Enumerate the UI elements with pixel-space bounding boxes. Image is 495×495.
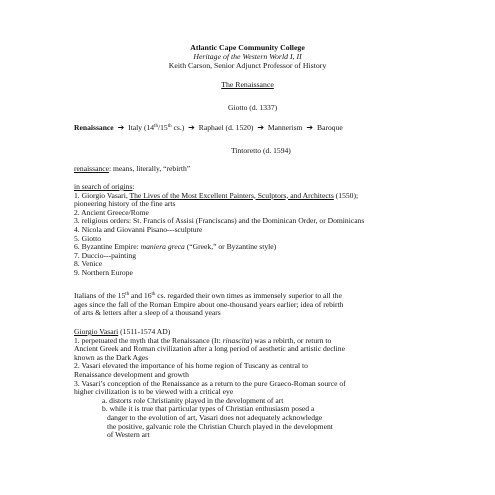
list-item-cont: pioneering history of the fine arts <box>74 199 176 209</box>
timeline-step-raphael: Raphael (d. 1520) <box>198 123 254 132</box>
timeline-step-italy: Italy (14th/15th cs.) <box>128 123 185 132</box>
origins-list <box>74 183 459 278</box>
vasari-heading: Giorgio Vasari (1511-1574 AD) <box>74 327 171 336</box>
sub-item-a: a. distorts role Christianity played in the development of art <box>102 395 284 405</box>
sub-item-b: b. while it is true that particular types of Christian enthusiasm posed a <box>102 404 315 414</box>
document-header <box>0 43 495 71</box>
italians-paragraph: Italians of the 15th and 16th cs. regarded their own times as immensely superior to all the ages since the fall of the Roman Empire about one-thousand years earlier; idea of rebirth of arts & letters after a sleep of a thousand years <box>74 291 344 318</box>
vasari-section: Giorgio Vasari (1511-1574 AD) 1. perpetuated the myth that the Renaissance (It: rinascita) was a rebirth, or return to Ancient Greek and Roman civilization after a long period of aesthetic and artistic decline known as the Dark Ages 2. Vasari elevated the importance of his home region of Tuscany as central to Renaissance development and growth 3. Vasari’s conception of the Renaissance as a return to the pure Graeco-Roman source of higher civilization is to be viewed with a critical eye a. distorts role Christianity played in the development of art b. while it is true that particular types of Christian enthusiasm posed a danger to the evolution of art, Vasari does not adequately acknowledge the positive, galvanic role the Christian Church played in the development of Western art <box>74 328 459 440</box>
right-arrow-icon: ➔ <box>257 123 265 132</box>
list-item: 3. religious orders: St. Francis of Assisi (Franciscans) and the Dominican Order, or Dominicans <box>74 216 365 226</box>
list-item: 1. perpetuated the myth that the Renaissance (It: rinascita) was a rebirth, or return to <box>74 335 332 345</box>
list-item: 3. Vasari’s conception of the Renaissance as a return to the pure Graeco-Roman source of <box>74 378 346 388</box>
list-item: 7. Duccio---painting <box>74 250 136 260</box>
definition-text: : means, literally, “rebirth” <box>109 164 191 173</box>
right-arrow-icon: ➔ <box>117 123 125 132</box>
origins-heading: in search of origins: <box>74 182 135 191</box>
list-item: 6. Byzantine Empire: maniera greca (“Greek,” or Byzantine style) <box>74 242 277 252</box>
college-name: Atlantic Cape Community College <box>190 43 305 52</box>
timeline-row <box>74 124 343 133</box>
instructor-name: Keith Carson, Senior Adjunct Professor of History <box>168 61 327 71</box>
list-item: 1. Giorgio Vasari, The Lives of the Most Excellent Painters, Sculptors, and Architects (1550); <box>74 190 359 200</box>
timeline-step-mannerism: Mannerism <box>267 123 303 132</box>
course-title: Heritage of the Western World I, II <box>193 52 302 62</box>
list-item: 2. Vasari elevated the importance of his home region of Tuscany as central to <box>74 361 308 371</box>
section-title: The Renaissance <box>221 80 274 89</box>
timeline-step-baroque: Baroque <box>317 123 343 132</box>
timeline-above: Giotto (d. 1337) <box>228 103 278 112</box>
list-item: 5. Giotto <box>74 233 102 243</box>
definition <box>74 165 459 174</box>
list-item: 8. Venice <box>74 259 103 269</box>
right-arrow-icon: ➔ <box>188 123 195 132</box>
right-arrow-icon: ➔ <box>306 123 314 132</box>
definition-term: renaissance <box>74 164 109 173</box>
list-item: 2. Ancient Greece/Rome <box>74 207 149 217</box>
list-item: 4. Nicola and Giovanni Pisano---sculpture <box>74 224 203 234</box>
timeline-term: Renaissance <box>74 123 114 132</box>
list-item: 9. Northern Europe <box>74 267 133 277</box>
timeline-below: Tintoretto (d. 1594) <box>231 146 291 155</box>
